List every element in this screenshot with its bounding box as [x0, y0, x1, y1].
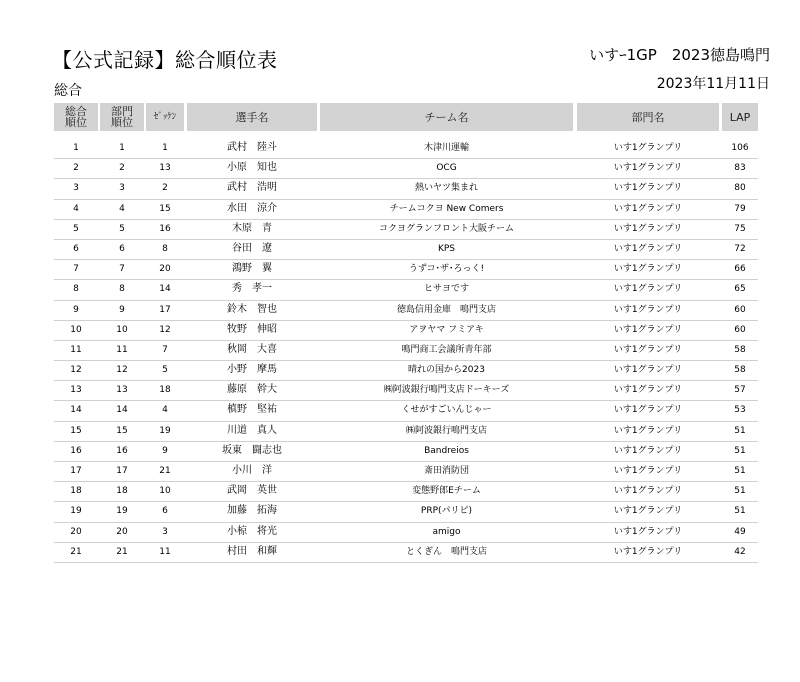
col-header-bib-label: ｾﾞｯｹﾝ [153, 112, 177, 122]
table-row [0, 178, 800, 198]
cell-bib: 1 [162, 143, 168, 153]
cell-lap: 42 [734, 546, 746, 557]
cell-bib: 6 [162, 506, 168, 517]
cell-lap: 60 [734, 304, 746, 315]
results-table [0, 138, 800, 562]
cell-team: ㈱阿波銀行鳴門支店ドーキーズ [383, 385, 510, 396]
col-header-team-label: チーム名 [424, 110, 469, 124]
cell-overall-rank: 14 [70, 405, 82, 416]
cell-team: 変態野郎Eチーム [412, 486, 481, 497]
cell-overall-rank: 13 [70, 385, 82, 396]
cell-dept-rank: 2 [119, 163, 125, 174]
cell-category: いす1グランプリ [613, 445, 683, 456]
table-row [0, 279, 800, 299]
cell-driver: 槙野 堅祐 [227, 404, 277, 416]
cell-lap: 51 [734, 466, 746, 476]
col-header-driver-label: 選手名 [235, 110, 269, 124]
col-header-lap-label: LAP [729, 110, 751, 124]
cell-driver: 小原 知也 [227, 162, 277, 174]
cell-driver: 小椋 将光 [227, 525, 277, 537]
col-header-category-label: 部門名 [631, 110, 665, 124]
cell-category: いす1グランプリ [613, 143, 683, 153]
cell-driver: 武岡 英世 [227, 485, 277, 497]
cell-dept-rank: 18 [116, 486, 128, 497]
cell-bib: 13 [159, 163, 171, 174]
cell-category: いす1グランプリ [613, 223, 683, 234]
page-subtitle: 総合 [54, 83, 82, 99]
cell-driver: 小野 摩馬 [227, 364, 277, 376]
cell-team: 鳴門商工会議所青年部 [401, 344, 492, 355]
row-divider [54, 562, 758, 563]
cell-lap: 80 [734, 183, 746, 194]
table-row [0, 461, 800, 481]
table-row [0, 259, 800, 279]
cell-dept-rank: 7 [119, 264, 125, 275]
cell-team: PRP(パリピ) [420, 506, 473, 517]
cell-team: 木津川運輸 [423, 143, 469, 153]
cell-bib: 8 [162, 243, 168, 254]
cell-category: いす1グランプリ [613, 425, 683, 436]
cell-overall-rank: 7 [73, 264, 79, 275]
event-name: いすｰ1GP 2023徳島鳴門 [589, 46, 770, 64]
table-row [0, 522, 800, 542]
cell-bib: 18 [159, 385, 171, 396]
cell-overall-rank: 2 [73, 163, 79, 174]
cell-category: いす1グランプリ [613, 183, 683, 194]
table-row [0, 542, 800, 562]
col-header-category [577, 103, 719, 131]
cell-category: いす1グランプリ [613, 385, 683, 396]
cell-team: amigo [432, 526, 461, 537]
cell-overall-rank: 3 [73, 183, 79, 194]
cell-bib: 5 [162, 365, 168, 376]
cell-team: OCG [436, 163, 457, 174]
cell-driver: 鈴木 智也 [227, 303, 277, 315]
cell-category: いす1グランプリ [613, 546, 683, 557]
cell-driver: 川道 真人 [227, 424, 277, 436]
cell-team: うずコ･ザ･ろっく! [408, 264, 485, 275]
cell-driver: 藤原 幹大 [227, 384, 277, 396]
event-date: 2023年11月11日 [656, 76, 770, 92]
cell-dept-rank: 19 [116, 506, 128, 517]
cell-team: ㈱阿波銀行鳴門支店 [405, 425, 487, 436]
cell-driver: 村田 和輝 [227, 545, 277, 557]
cell-dept-rank: 10 [116, 324, 128, 335]
cell-driver: 坂東 闘志也 [222, 444, 282, 456]
cell-driver: 武村 陸斗 [227, 142, 277, 153]
cell-driver: 牧野 伸昭 [227, 323, 277, 335]
cell-team: 熱いヤツ集まれ [414, 183, 478, 194]
cell-bib: 15 [159, 203, 171, 214]
cell-dept-rank: 15 [116, 425, 128, 436]
cell-team: 斎田消防団 [423, 466, 469, 476]
cell-dept-rank: 21 [116, 546, 128, 557]
cell-driver: 谷田 遼 [232, 242, 272, 254]
cell-lap: 79 [734, 203, 746, 214]
table-row [0, 501, 800, 521]
cell-overall-rank: 15 [70, 425, 82, 436]
table-row [0, 380, 800, 400]
cell-bib: 3 [162, 526, 168, 537]
cell-lap: 83 [734, 163, 746, 174]
cell-dept-rank: 5 [119, 223, 125, 234]
cell-lap: 65 [734, 284, 746, 295]
cell-dept-rank: 1 [119, 143, 125, 153]
cell-bib: 20 [159, 264, 171, 275]
cell-team: とくぎん 鳴門支店 [405, 546, 487, 557]
cell-lap: 51 [734, 486, 746, 497]
cell-category: いす1グランプリ [613, 163, 683, 174]
cell-driver: 秀 孝一 [232, 283, 272, 295]
cell-bib: 9 [162, 445, 168, 456]
cell-driver: 武村 浩明 [227, 182, 277, 194]
cell-overall-rank: 17 [70, 466, 82, 476]
cell-lap: 60 [734, 324, 746, 335]
cell-dept-rank: 8 [119, 284, 125, 295]
cell-lap: 58 [734, 365, 746, 376]
col-header-overall-rank [54, 103, 98, 131]
cell-dept-rank: 12 [116, 365, 128, 376]
cell-driver: 小川 洋 [232, 465, 272, 476]
cell-overall-rank: 12 [70, 365, 82, 376]
page-title: 【公式記録】総合順位表 [52, 48, 278, 72]
cell-lap: 58 [734, 344, 746, 355]
cell-category: いす1グランプリ [613, 344, 683, 355]
cell-overall-rank: 8 [73, 284, 79, 295]
cell-category: いす1グランプリ [613, 324, 683, 335]
cell-category: いす1グランプリ [613, 304, 683, 315]
cell-overall-rank: 5 [73, 223, 79, 234]
cell-category: いす1グランプリ [613, 466, 683, 476]
cell-lap: 72 [734, 243, 746, 254]
table-row [0, 199, 800, 219]
cell-dept-rank: 3 [119, 183, 125, 194]
cell-dept-rank: 6 [119, 243, 125, 254]
cell-bib: 4 [162, 405, 168, 416]
cell-lap: 51 [734, 445, 746, 456]
cell-bib: 11 [159, 546, 171, 557]
cell-category: いす1グランプリ [613, 365, 683, 376]
cell-team: Bandreios [424, 445, 469, 456]
table-row [0, 219, 800, 239]
cell-lap: 49 [734, 526, 746, 537]
cell-overall-rank: 11 [70, 344, 82, 355]
table-row [0, 481, 800, 501]
cell-team: KPS [437, 243, 456, 254]
col-header-bib [146, 103, 184, 131]
table-row [0, 421, 800, 441]
cell-dept-rank: 14 [116, 405, 128, 416]
cell-lap: 57 [734, 385, 746, 396]
cell-bib: 19 [159, 425, 171, 436]
cell-driver: 加藤 拓海 [227, 505, 277, 517]
cell-dept-rank: 9 [119, 304, 125, 315]
cell-bib: 17 [159, 304, 171, 315]
table-row [0, 441, 800, 461]
cell-category: いす1グランプリ [613, 405, 683, 416]
cell-bib: 12 [159, 324, 171, 335]
col-header-dept-rank [100, 103, 144, 131]
table-row [0, 400, 800, 420]
cell-bib: 7 [162, 344, 168, 355]
cell-category: いす1グランプリ [613, 264, 683, 275]
cell-lap: 66 [734, 264, 746, 275]
cell-team: 徳島信用金庫 鳴門支店 [396, 304, 496, 315]
cell-dept-rank: 20 [116, 526, 128, 537]
cell-overall-rank: 9 [73, 304, 79, 315]
cell-category: いす1グランプリ [613, 284, 683, 295]
cell-bib: 16 [159, 223, 171, 234]
table-row [0, 138, 800, 158]
cell-bib: 14 [159, 284, 171, 295]
cell-dept-rank: 4 [119, 203, 125, 214]
col-header-overall-rank-label: 総合 順位 [65, 105, 87, 129]
col-header-lap [722, 103, 758, 131]
col-header-driver [187, 103, 317, 131]
cell-team: アヲヤマ フミアキ [409, 324, 484, 335]
cell-overall-rank: 18 [70, 486, 82, 497]
table-row [0, 300, 800, 320]
cell-team: チームコクヨ New Comers [389, 203, 504, 214]
col-header-dept-rank-label: 部門 順位 [111, 105, 133, 129]
cell-team: コクヨグランフロント大阪チーム [378, 223, 514, 234]
cell-overall-rank: 4 [73, 203, 79, 214]
cell-team: 晴れの国から2023 [408, 365, 485, 376]
cell-lap: 75 [734, 223, 746, 234]
table-row [0, 320, 800, 340]
cell-overall-rank: 16 [70, 445, 82, 456]
cell-bib: 21 [159, 466, 171, 476]
cell-bib: 10 [159, 486, 171, 497]
table-row [0, 340, 800, 360]
cell-driver: 鴻野 翼 [232, 263, 272, 275]
cell-category: いす1グランプリ [613, 243, 683, 254]
cell-overall-rank: 1 [73, 143, 79, 153]
cell-dept-rank: 17 [116, 466, 128, 476]
cell-dept-rank: 16 [116, 445, 128, 456]
cell-driver: 水田 涼介 [227, 202, 277, 214]
cell-overall-rank: 21 [70, 546, 82, 557]
cell-team: ヒサヨです [423, 284, 469, 295]
cell-lap: 53 [734, 405, 746, 416]
cell-dept-rank: 11 [116, 344, 128, 355]
table-row [0, 360, 800, 380]
cell-category: いす1グランプリ [613, 203, 683, 214]
table-row [0, 239, 800, 259]
cell-category: いす1グランプリ [613, 486, 683, 497]
cell-dept-rank: 13 [116, 385, 128, 396]
col-header-team [320, 103, 573, 131]
cell-bib: 2 [162, 183, 168, 194]
cell-lap: 106 [731, 143, 749, 153]
cell-overall-rank: 10 [70, 324, 82, 335]
cell-category: いす1グランプリ [613, 526, 683, 537]
cell-lap: 51 [734, 425, 746, 436]
cell-category: いす1グランプリ [613, 506, 683, 517]
cell-driver: 木原 青 [232, 222, 272, 234]
cell-lap: 51 [734, 506, 746, 517]
cell-overall-rank: 6 [73, 243, 79, 254]
cell-overall-rank: 20 [70, 526, 82, 537]
cell-driver: 秋岡 大喜 [227, 343, 277, 355]
cell-team: くせがすごいんじゃー [401, 405, 492, 416]
table-row [0, 158, 800, 178]
cell-overall-rank: 19 [70, 506, 82, 517]
